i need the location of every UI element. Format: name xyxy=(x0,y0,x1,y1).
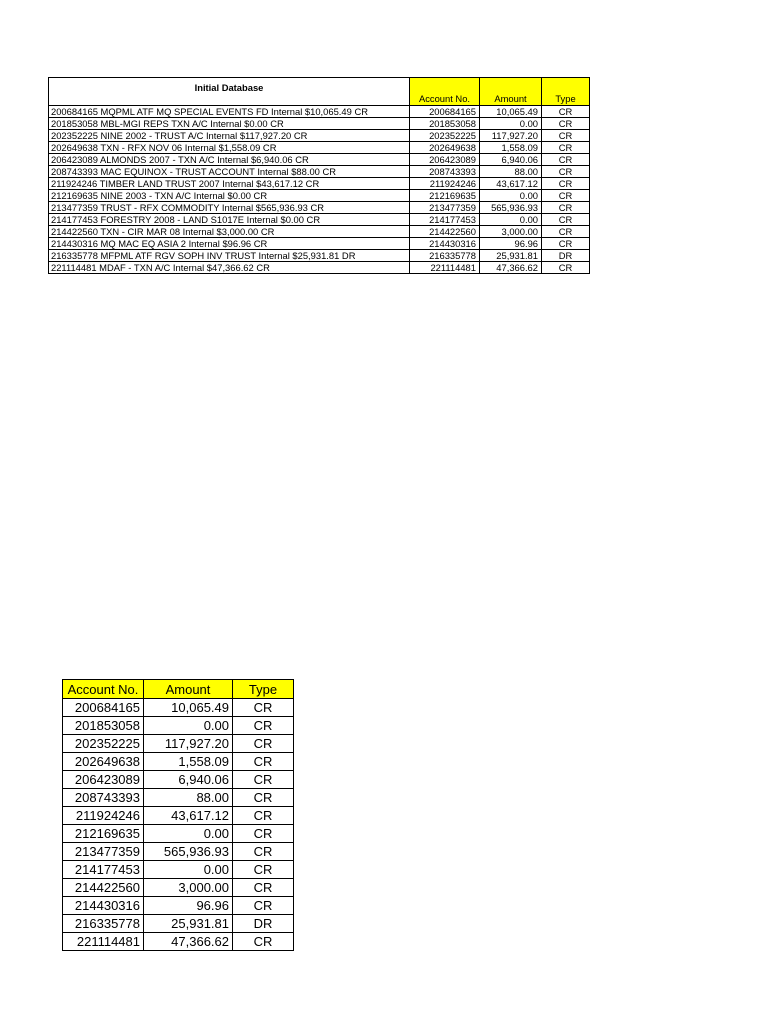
table-row xyxy=(49,166,590,178)
table-row xyxy=(63,825,294,843)
row-type: CR xyxy=(542,262,590,274)
row-description: 214430316 MQ MAC EQ ASIA 2 Internal $96.96 CR xyxy=(49,238,410,250)
row-account-no: 214430316 xyxy=(410,238,480,250)
summary-amount: 565,936.93 xyxy=(144,843,233,861)
summary-type: CR xyxy=(233,843,294,861)
table-row xyxy=(49,106,590,118)
row-type: CR xyxy=(542,238,590,250)
summary-amount: 1,558.09 xyxy=(144,753,233,771)
summary-body xyxy=(63,699,294,951)
row-account-no: 216335778 xyxy=(410,250,480,262)
row-amount: 88.00 xyxy=(480,166,542,178)
summary-account-no: 200684165 xyxy=(63,699,144,717)
summary-type: DR xyxy=(233,915,294,933)
row-description: 221114481 MDAF - TXN A/C Internal $47,366.62 CR xyxy=(49,262,410,274)
row-type: CR xyxy=(542,178,590,190)
row-description: 201853058 MBL-MGI REPS TXN A/C Internal $0.00 CR xyxy=(49,118,410,130)
summary-amount: 10,065.49 xyxy=(144,699,233,717)
table-row xyxy=(63,699,294,717)
row-type: CR xyxy=(542,226,590,238)
table-row xyxy=(49,142,590,154)
row-type: CR xyxy=(542,118,590,130)
table-row xyxy=(63,897,294,915)
summary-amount: 117,927.20 xyxy=(144,735,233,753)
row-account-no: 213477359 xyxy=(410,202,480,214)
summary-type: CR xyxy=(233,825,294,843)
row-account-no: 200684165 xyxy=(410,106,480,118)
summary-amount: 3,000.00 xyxy=(144,879,233,897)
table-row xyxy=(49,190,590,202)
summary-table xyxy=(62,679,294,951)
row-account-no: 202352225 xyxy=(410,130,480,142)
row-description: 214177453 FORESTRY 2008 - LAND S1017E Internal $0.00 CR xyxy=(49,214,410,226)
row-account-no: 208743393 xyxy=(410,166,480,178)
summary-amount: 0.00 xyxy=(144,861,233,879)
type-header: Type xyxy=(542,78,590,106)
row-amount: 6,940.06 xyxy=(480,154,542,166)
summary-header-row xyxy=(63,680,294,699)
summary-type: CR xyxy=(233,699,294,717)
row-account-no: 202649638 xyxy=(410,142,480,154)
summary-type: CR xyxy=(233,933,294,951)
row-type: CR xyxy=(542,106,590,118)
row-amount: 565,936.93 xyxy=(480,202,542,214)
row-amount: 25,931.81 xyxy=(480,250,542,262)
table-row xyxy=(49,250,590,262)
initial-database-body xyxy=(49,106,590,274)
summary-account-no: 206423089 xyxy=(63,771,144,789)
account-no-header: Account No. xyxy=(410,78,480,106)
table-row xyxy=(63,933,294,951)
table-row xyxy=(49,154,590,166)
summary-account-no: 201853058 xyxy=(63,717,144,735)
row-type: CR xyxy=(542,166,590,178)
row-account-no: 214177453 xyxy=(410,214,480,226)
summary-type: CR xyxy=(233,717,294,735)
row-type: CR xyxy=(542,154,590,166)
summary-account-no: 214177453 xyxy=(63,861,144,879)
row-description: 213477359 TRUST - RFX COMMODITY Internal $565,936.93 CR xyxy=(49,202,410,214)
summary-amount-header: Amount xyxy=(144,680,233,699)
row-type: DR xyxy=(542,250,590,262)
summary-amount: 88.00 xyxy=(144,789,233,807)
row-amount: 43,617.12 xyxy=(480,178,542,190)
row-amount: 1,558.09 xyxy=(480,142,542,154)
summary-amount: 47,366.62 xyxy=(144,933,233,951)
table-row xyxy=(49,118,590,130)
summary-type: CR xyxy=(233,879,294,897)
row-description: 211924246 TIMBER LAND TRUST 2007 Internal $43,617.12 CR xyxy=(49,178,410,190)
initial-database-table xyxy=(48,77,590,274)
table-row xyxy=(63,735,294,753)
row-account-no: 211924246 xyxy=(410,178,480,190)
row-amount: 3,000.00 xyxy=(480,226,542,238)
summary-account-no: 212169635 xyxy=(63,825,144,843)
row-account-no: 221114481 xyxy=(410,262,480,274)
row-description: 212169635 NINE 2003 - TXN A/C Internal $0.00 CR xyxy=(49,190,410,202)
table-row xyxy=(49,178,590,190)
summary-account-no: 214422560 xyxy=(63,879,144,897)
summary-account-no-header: Account No. xyxy=(63,680,144,699)
summary-amount: 0.00 xyxy=(144,825,233,843)
summary-account-no: 213477359 xyxy=(63,843,144,861)
table-row xyxy=(63,807,294,825)
summary-account-no: 221114481 xyxy=(63,933,144,951)
table-row xyxy=(63,771,294,789)
row-amount: 47,366.62 xyxy=(480,262,542,274)
summary-type: CR xyxy=(233,753,294,771)
row-type: CR xyxy=(542,214,590,226)
row-type: CR xyxy=(542,202,590,214)
row-type: CR xyxy=(542,142,590,154)
row-account-no: 201853058 xyxy=(410,118,480,130)
table-row xyxy=(63,789,294,807)
row-account-no: 206423089 xyxy=(410,154,480,166)
table-row xyxy=(63,915,294,933)
table-row xyxy=(49,226,590,238)
row-description: 206423089 ALMONDS 2007 - TXN A/C Internal $6,940.06 CR xyxy=(49,154,410,166)
amount-header: Amount xyxy=(480,78,542,106)
row-description: 216335778 MFPML ATF RGV SOPH INV TRUST Internal $25,931.81 DR xyxy=(49,250,410,262)
summary-type: CR xyxy=(233,807,294,825)
row-description: 202352225 NINE 2002 - TRUST A/C Internal $117,927.20 CR xyxy=(49,130,410,142)
row-description: 214422560 TXN - CIR MAR 08 Internal $3,000.00 CR xyxy=(49,226,410,238)
summary-type: CR xyxy=(233,771,294,789)
row-account-no: 214422560 xyxy=(410,226,480,238)
row-type: CR xyxy=(542,130,590,142)
row-amount: 0.00 xyxy=(480,214,542,226)
table-row xyxy=(49,214,590,226)
summary-amount: 0.00 xyxy=(144,717,233,735)
summary-amount: 43,617.12 xyxy=(144,807,233,825)
summary-account-no: 216335778 xyxy=(63,915,144,933)
table-row xyxy=(49,238,590,250)
row-amount: 0.00 xyxy=(480,190,542,202)
summary-type: CR xyxy=(233,861,294,879)
row-amount: 10,065.49 xyxy=(480,106,542,118)
table-row xyxy=(49,262,590,274)
row-description: 208743393 MAC EQUINOX - TRUST ACCOUNT Internal $88.00 CR xyxy=(49,166,410,178)
row-account-no: 212169635 xyxy=(410,190,480,202)
summary-type: CR xyxy=(233,735,294,753)
row-amount: 96.96 xyxy=(480,238,542,250)
summary-account-no: 202352225 xyxy=(63,735,144,753)
summary-account-no: 208743393 xyxy=(63,789,144,807)
summary-account-no: 202649638 xyxy=(63,753,144,771)
row-amount: 0.00 xyxy=(480,118,542,130)
initial-database-header-row xyxy=(49,78,590,106)
summary-amount: 96.96 xyxy=(144,897,233,915)
table-row xyxy=(49,130,590,142)
initial-database-title: Initial Database xyxy=(49,78,410,106)
table-row xyxy=(63,843,294,861)
row-description: 200684165 MQPML ATF MQ SPECIAL EVENTS FD Internal $10,065.49 CR xyxy=(49,106,410,118)
table-row xyxy=(49,202,590,214)
summary-account-no: 214430316 xyxy=(63,897,144,915)
table-row xyxy=(63,879,294,897)
table-row xyxy=(63,717,294,735)
summary-type-header: Type xyxy=(233,680,294,699)
summary-account-no: 211924246 xyxy=(63,807,144,825)
summary-amount: 6,940.06 xyxy=(144,771,233,789)
table-row xyxy=(63,861,294,879)
table-row xyxy=(63,753,294,771)
row-type: CR xyxy=(542,190,590,202)
row-amount: 117,927.20 xyxy=(480,130,542,142)
summary-type: CR xyxy=(233,897,294,915)
summary-amount: 25,931.81 xyxy=(144,915,233,933)
summary-type: CR xyxy=(233,789,294,807)
row-description: 202649638 TXN - RFX NOV 06 Internal $1,558.09 CR xyxy=(49,142,410,154)
